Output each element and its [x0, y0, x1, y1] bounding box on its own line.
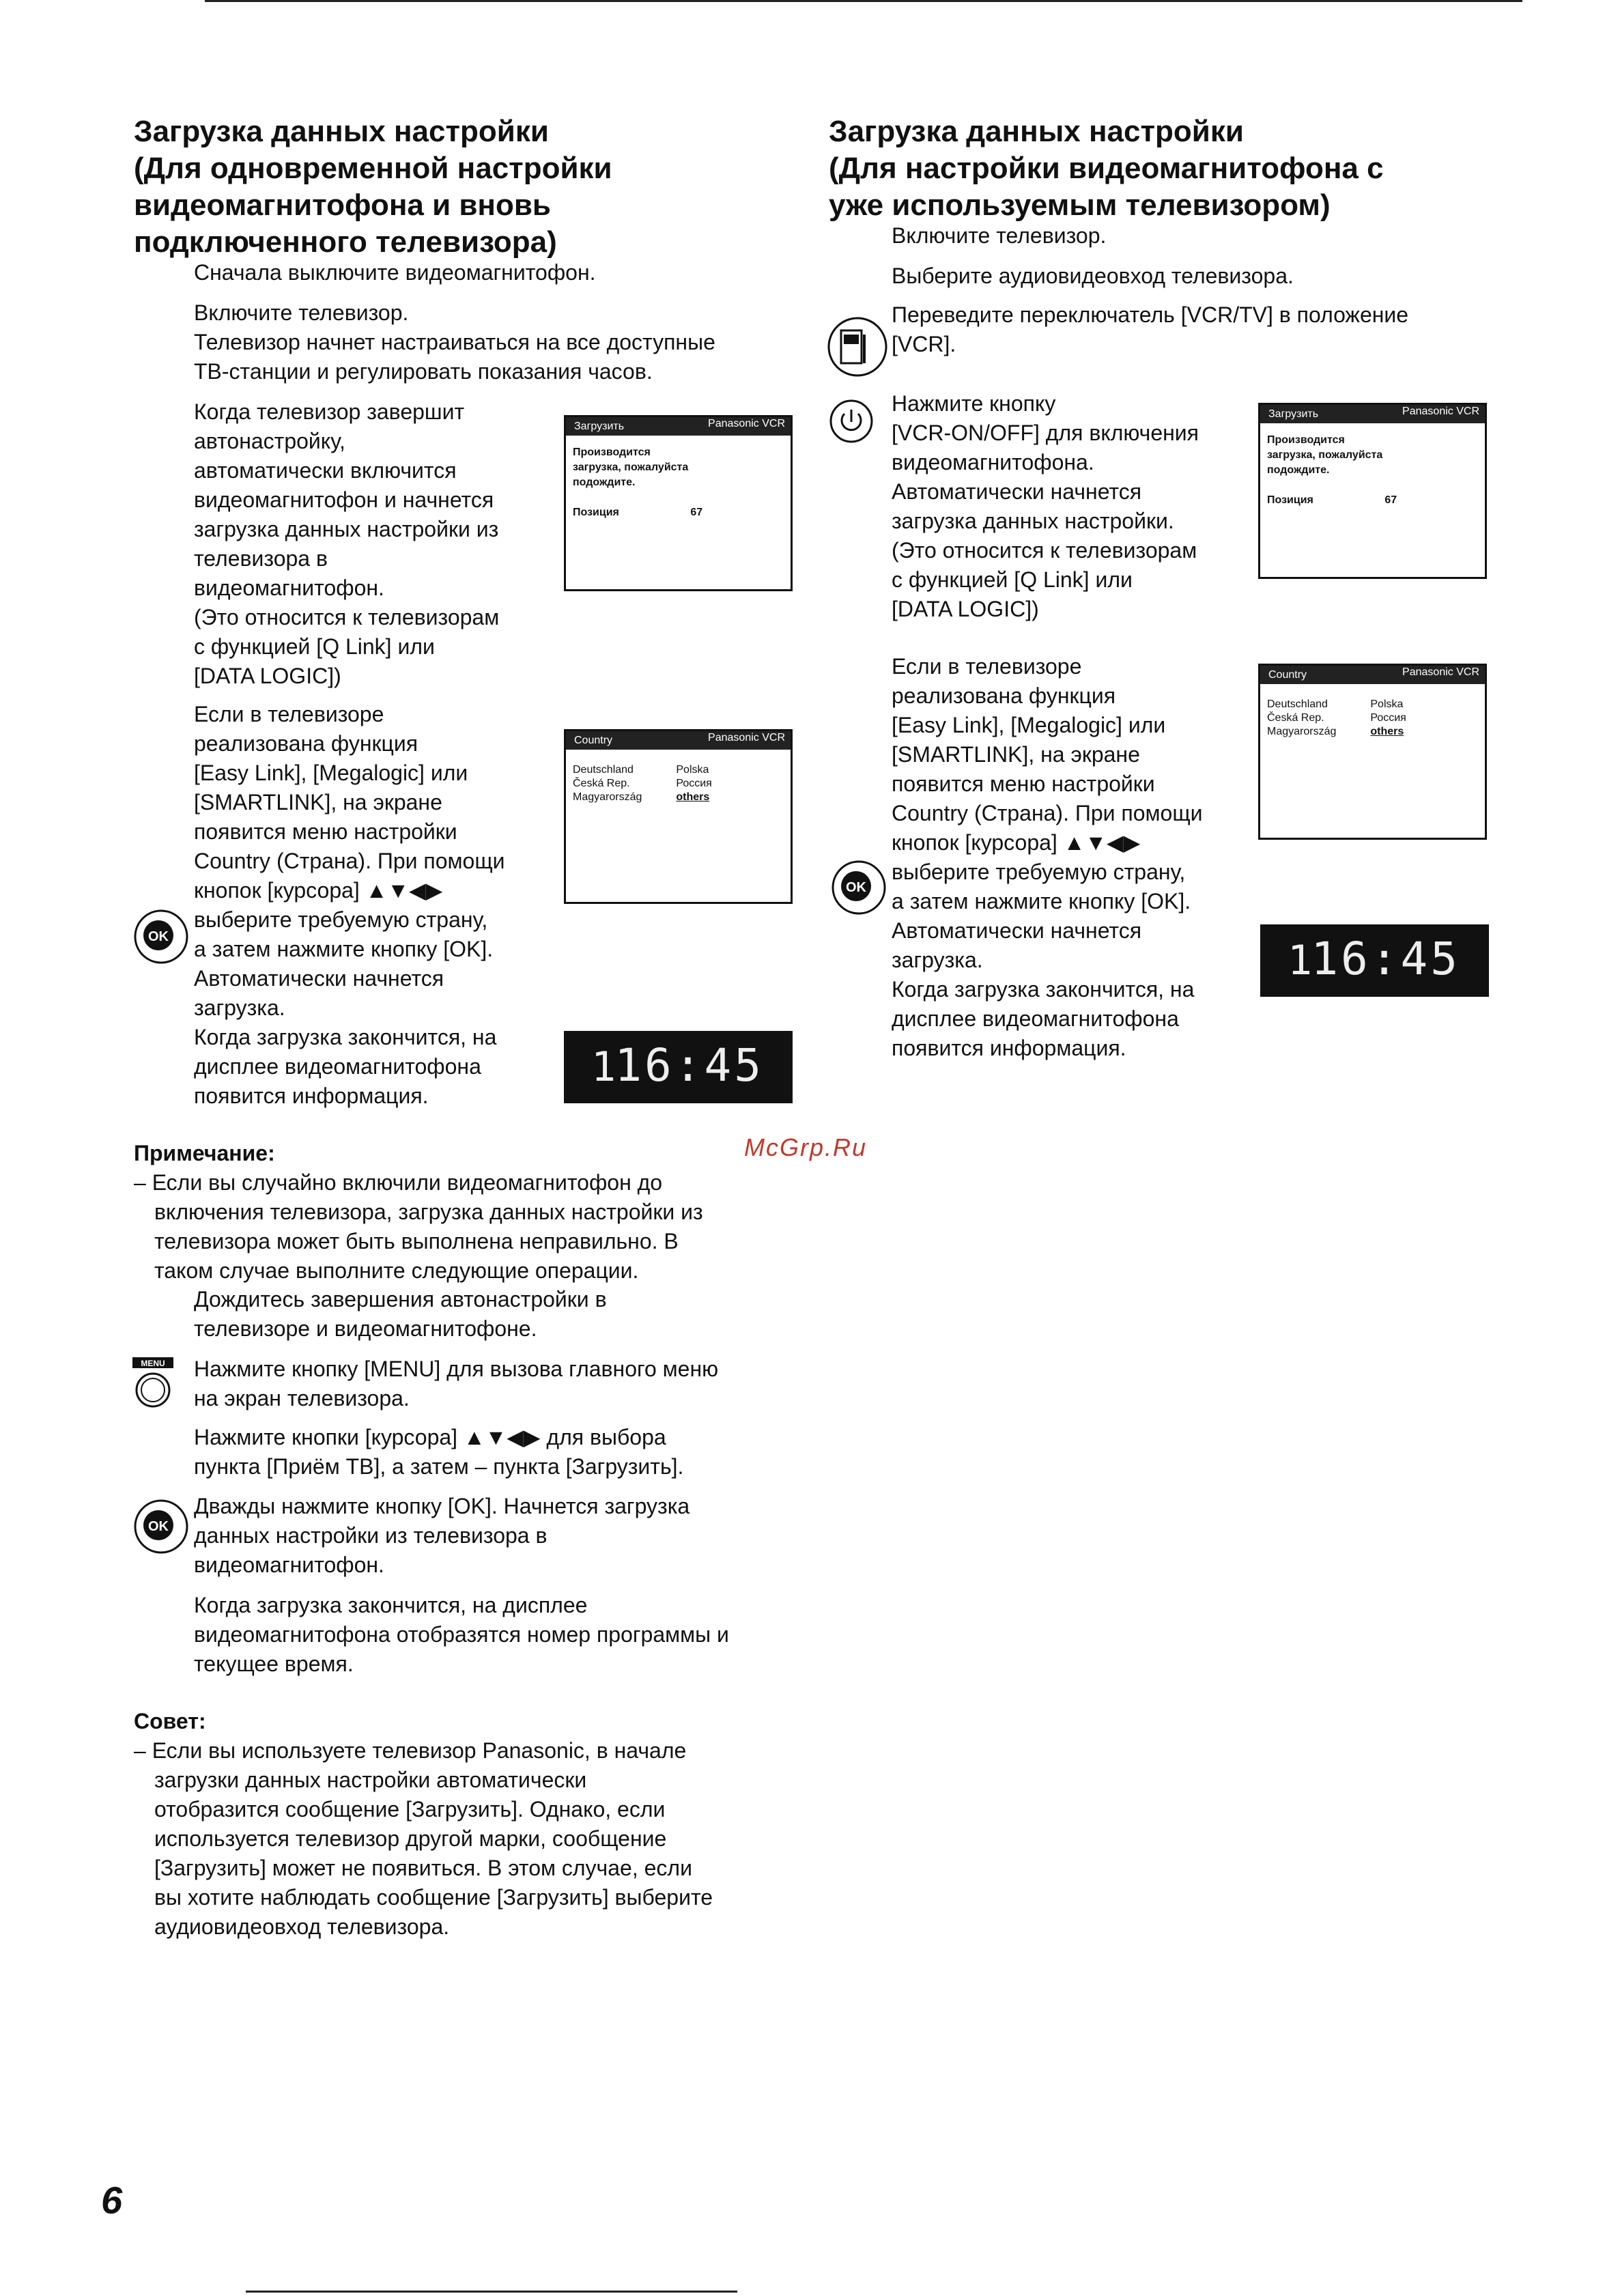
screen-title: Загрузить [574, 421, 625, 432]
screen-title: Country [574, 735, 613, 746]
country-item-selected: others [1370, 726, 1404, 737]
text-line: видеомагнитофона отобразятся номер программы и [194, 1622, 729, 1647]
text-line: Нажмите кнопку [892, 391, 1056, 416]
screen-msg: загрузка, пожалуйста [573, 462, 689, 473]
text-line: Автоматически начнется [194, 966, 444, 991]
text-line: а затем нажмите кнопку [OK]. [892, 889, 1191, 913]
text-line: отобразится сообщение [Загрузить]. Однако, если [154, 1797, 666, 1822]
text-line: на экран телевизора. [194, 1386, 410, 1411]
menu-label: MENU [141, 1359, 165, 1368]
text-line: появится меню настройки [892, 771, 1155, 796]
text-line: пункта [Приём ТВ], а затем – пункта [Загрузить]. [194, 1454, 684, 1479]
left-heading-line: видеомагнитофона и вновь [134, 188, 551, 222]
text-line: Дважды нажмите кнопку [OK]. Начнется загрузка [194, 1494, 690, 1518]
country-item: Česká Rep. [1267, 712, 1324, 724]
text-line: с функцией [Q Link] или [194, 634, 435, 659]
text-line: загрузка данных настройки. [892, 509, 1174, 533]
top-rule [205, 0, 1522, 2]
text-line: [Загрузить] может не появиться. В этом случае, если [154, 1856, 692, 1880]
display-time: 16:45 [1311, 933, 1460, 985]
right-step-4 [892, 389, 1260, 624]
text-line: [VCR-ON/OFF] для включения [892, 421, 1199, 445]
right-step-1 [892, 221, 1506, 251]
text-line: телевизоре и видеомагнитофоне. [194, 1316, 537, 1341]
country-item: Polska [676, 764, 709, 776]
text-line: (Это относится к телевизорам [194, 605, 500, 629]
country-item: Deutschland [573, 764, 634, 776]
text-line: Автоматически начнется [892, 479, 1142, 504]
text-line: Автоматически начнется [892, 918, 1142, 943]
screen-msg: Производится [1267, 434, 1345, 446]
text-line: Когда загрузка закончится, на дисплее [194, 1593, 588, 1617]
text-line: появится меню настройки [194, 819, 457, 844]
text-line: Country (Страна). При помощи [194, 849, 505, 873]
display-channel: 1 [1288, 937, 1313, 984]
position-label: Позиция [1267, 494, 1313, 506]
menu-button-icon [131, 1356, 179, 1411]
text-line: аудиовидеовход телевизора. [154, 1914, 450, 1939]
text-line: Когда загрузка закончится, на [194, 1025, 497, 1049]
vcr-tv-switch-icon [825, 314, 890, 380]
left-heading [134, 113, 816, 261]
country-item: Magyarország [573, 791, 642, 803]
tip-title: Совет: [134, 1709, 206, 1733]
text-line: кнопок [курсора] ▲▼◀▶ [892, 830, 1141, 855]
country-item: Česká Rep. [573, 778, 630, 789]
note-step-2 [194, 1355, 808, 1413]
note-title: Примечание: [134, 1141, 275, 1165]
left-step-1-text: Сначала выключите видеомагнитофон. [194, 260, 596, 285]
text-line: [Easy Link], [Megalogic] или [892, 713, 1166, 737]
text-line: загрузка. [194, 995, 285, 1020]
load-screen [564, 415, 793, 591]
screen-msg: подождите. [1267, 464, 1330, 476]
text-line: – Если вы случайно включили видеомагнитофон до [134, 1170, 663, 1195]
text-line: Когда загрузка закончится, на [892, 977, 1195, 1002]
ok-button-icon [132, 908, 190, 965]
left-step-2 [194, 298, 808, 386]
vcr-display [564, 1031, 793, 1103]
text-line: кнопок [курсора] ▲▼◀▶ [194, 878, 443, 903]
text-line: используется телевизор другой марки, сообщение [154, 1826, 667, 1851]
country-item: Россия [676, 778, 712, 789]
text-line: загрузка данных настройки из [194, 517, 499, 541]
right-step-3 [892, 300, 1506, 359]
text-line: [Easy Link], [Megalogic] или [194, 761, 468, 785]
right-step-5 [892, 652, 1260, 1063]
text-line: Переведите переключатель [VCR/TV] в положение [892, 302, 1409, 327]
screen-brand: Panasonic VCR [1402, 406, 1479, 417]
text-line: Если в телевизоре [194, 702, 384, 726]
text-line: данных настройки из телевизора в [194, 1523, 548, 1548]
ok-label: OK [148, 1519, 169, 1534]
text-line: – Если вы используете телевизор Panasonic, в начале [134, 1738, 687, 1763]
right-step-2-text: Выберите аудиовидеовход телевизора. [892, 264, 1294, 288]
text-line: с функцией [Q Link] или [892, 567, 1133, 592]
display-time: 16:45 [614, 1039, 764, 1092]
text-line: видеомагнитофон. [194, 1553, 384, 1577]
screen-msg: подождите. [573, 477, 636, 488]
note-section [134, 1139, 816, 1286]
text-line: видеомагнитофон. [194, 576, 384, 600]
text-line: [DATA LOGIC]) [194, 664, 341, 688]
country-screen [564, 729, 793, 904]
text-line: загрузка. [892, 948, 983, 972]
text-line: автоматически включится [194, 458, 457, 483]
country-item: Deutschland [1267, 698, 1328, 710]
display-channel: 1 [591, 1043, 616, 1091]
screen-brand: Panasonic VCR [708, 418, 785, 429]
text-line: появится информация. [892, 1036, 1126, 1060]
ok-label: OK [846, 880, 866, 895]
note-step-1 [194, 1285, 808, 1344]
text-line: Если в телевизоре [892, 654, 1082, 679]
text-line: ТВ-станции и регулировать показания часов. [194, 359, 653, 384]
text-line: Когда телевизор завершит [194, 399, 465, 424]
vcr-display [1260, 924, 1489, 997]
text-line: видеомагнитофон и начнется [194, 487, 494, 512]
screen-title: Country [1268, 669, 1307, 681]
position-label: Позиция [573, 507, 619, 518]
left-heading-line: (Для одновременной настройки [134, 152, 612, 185]
text-line: [VCR]. [892, 332, 956, 356]
text-line: автонастройку, [194, 429, 345, 453]
right-step-1-text: Включите телевизор. [892, 223, 1107, 248]
right-heading-line: Загрузка данных настройки [829, 115, 1244, 148]
left-step-5 [194, 1023, 563, 1111]
text-line: загрузки данных настройки автоматически [154, 1768, 587, 1792]
text-line: Нажмите кнопку [MENU] для вызова главного меню [194, 1357, 719, 1381]
screen-msg: Производится [573, 447, 651, 458]
text-line: видеомагнитофона. [892, 450, 1094, 474]
page-number: 6 [101, 2179, 123, 2222]
screen-titlebar [1260, 405, 1485, 423]
text-line: дисплее видеомагнитофона [892, 1006, 1179, 1031]
text-line: вы хотите наблюдать сообщение [Загрузить] выберите [154, 1885, 713, 1910]
text-line: [SMARTLINK], на экране [892, 742, 1140, 767]
text-line: выберите требуемую страну, [892, 860, 1186, 884]
country-item: Polska [1370, 698, 1404, 710]
text-line: Нажмите кнопки [курсора] ▲▼◀▶ для выбора [194, 1425, 666, 1449]
text-line: [SMARTLINK], на экране [194, 790, 442, 814]
right-heading-line: уже используемым телевизором) [829, 188, 1331, 222]
position-value: 67 [1384, 494, 1397, 506]
note-step-3 [194, 1423, 808, 1482]
text-line: телевизора может быть выполнена неправильно. В [154, 1229, 679, 1253]
left-heading-line: подключенного телевизора) [134, 225, 557, 259]
country-item: Magyarország [1267, 726, 1337, 737]
country-screen [1258, 664, 1487, 840]
text-line: появится информация. [194, 1083, 429, 1108]
text-line: (Это относится к телевизорам [892, 538, 1197, 563]
position-value: 67 [690, 507, 703, 518]
ok-button-icon [132, 1498, 190, 1555]
country-item-selected: others [676, 791, 710, 803]
text-line: текущее время. [194, 1652, 354, 1676]
ok-label: OK [148, 929, 169, 944]
screen-title: Загрузить [1268, 408, 1319, 420]
text-line: таком случае выполните следующие операции. [154, 1258, 639, 1283]
screen-titlebar [1260, 666, 1485, 684]
right-step-2 [892, 261, 1506, 291]
text-line: телевизора в [194, 546, 328, 571]
screen-titlebar [566, 731, 791, 750]
text-line: реализована функция [892, 683, 1116, 708]
power-button-icon [827, 397, 875, 445]
right-heading [829, 113, 1511, 224]
text-line: дисплее видеомагнитофона [194, 1054, 481, 1079]
left-heading-line: Загрузка данных настройки [134, 115, 549, 148]
screen-msg: загрузка, пожалуйста [1267, 449, 1383, 461]
note-step-5 [194, 1591, 808, 1679]
text-line: [DATA LOGIC]) [892, 597, 1039, 621]
note-step-4 [194, 1492, 808, 1580]
country-item: Россия [1370, 712, 1406, 724]
text-line: включения телевизора, загрузка данных настройки из [154, 1200, 703, 1224]
left-step-1 [194, 258, 808, 287]
ok-button-icon [830, 859, 887, 916]
bottom-rule [246, 2291, 737, 2293]
right-heading-line: (Для настройки видеомагнитофона с [829, 152, 1384, 185]
text-line: Включите телевизор. [194, 300, 409, 325]
text-line: выберите требуемую страну, [194, 907, 488, 932]
text-line: Country (Страна). При помощи [892, 801, 1203, 825]
left-step-4 [194, 700, 563, 1023]
screen-brand: Panasonic VCR [708, 732, 785, 743]
text-line: а затем нажмите кнопку [OK]. [194, 937, 494, 961]
text-line: Дождитесь завершения автонастройки в [194, 1287, 607, 1312]
load-screen [1258, 403, 1487, 579]
left-step-3 [194, 397, 563, 691]
text-line: Телевизор начнет настраиваться на все доступные [194, 330, 715, 354]
watermark: McGrp.Ru [744, 1133, 868, 1161]
screen-brand: Panasonic VCR [1402, 666, 1479, 678]
screen-titlebar [566, 417, 791, 436]
text-line: реализована функция [194, 731, 418, 756]
tip-section [134, 1707, 816, 1942]
